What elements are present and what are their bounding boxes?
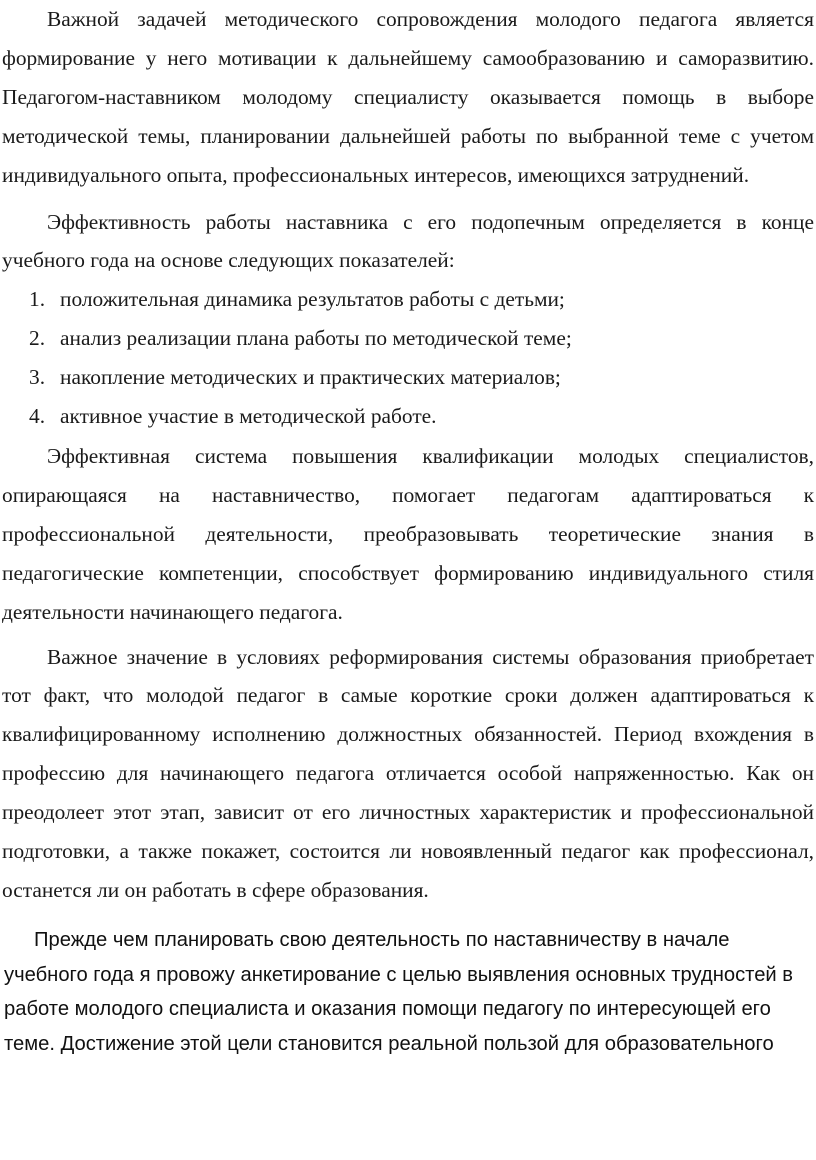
paragraph-survey-planning: Прежде чем планировать свою деятельность по наставничеству в начале учебного года я провожу анкетирование с целью выявления основных трудностей в работе молодого специалиста и оказания помощи педагогу по интересующей его теме. Достижение этой цели становится реальной пользой для образовательного [4, 928, 794, 1056]
list-number: 4. [29, 404, 46, 429]
list-item-text: положительная динамика результатов работы с детьми; [60, 287, 565, 312]
paragraph-qualification-system: Эффективная система повышения квалификации молодых специалистов, опирающаяся на наставничество, помогает педагогам адаптироваться к профессиональной деятельности, преобразовывать теоретические знания в педагогические компетенции, способствует формированию индивидуального стиля деятельности начинающего педагога. [2, 443, 814, 624]
list-item-text: активное участие в методической работе. [60, 404, 437, 429]
list-item [2, 358, 814, 397]
list-number: 1. [29, 287, 46, 312]
paragraph-methodical-support: Важной задачей методического сопровождения молодого педагога является формирование у него мотивации к дальнейшему самообразованию и саморазвитию. Педагогом-наставником молодому специалисту оказывается помощь в выборе методической темы, планировании дальнейшей работы по выбранной теме с учетом индивидуального опыта, профессиональных интересов, имеющихся затруднений. [2, 7, 814, 187]
document-body [2, 0, 814, 910]
paragraph-reform-importance: Важное значение в условиях реформирования системы образования приобретает тот факт, что молодой педагог в самые короткие сроки должен адаптироваться к квалифицированному исполнению должностных обязанностей. Период вхождения в профессию для начинающего педагога отличается особой напряженностью. Как он преодолеет этот этап, зависит от его личностных характеристик и профессиональной подготовки, а также покажет, состоится ли новоявленный педагог как профессионал, останется ли он работать в сфере образования. [2, 644, 814, 902]
list-item [2, 280, 814, 319]
paragraph-effectiveness: Эффективность работы наставника с его подопечным определяется в конце учебного года на основе следующих показателей: [2, 209, 814, 273]
list-item [2, 319, 814, 358]
indicators-list [2, 280, 814, 436]
list-item-text: анализ реализации плана работы по методической теме; [60, 326, 572, 351]
list-item-text: накопление методических и практических материалов; [60, 365, 561, 390]
list-number: 2. [29, 326, 46, 351]
list-item [2, 397, 814, 436]
list-number: 3. [29, 365, 46, 390]
